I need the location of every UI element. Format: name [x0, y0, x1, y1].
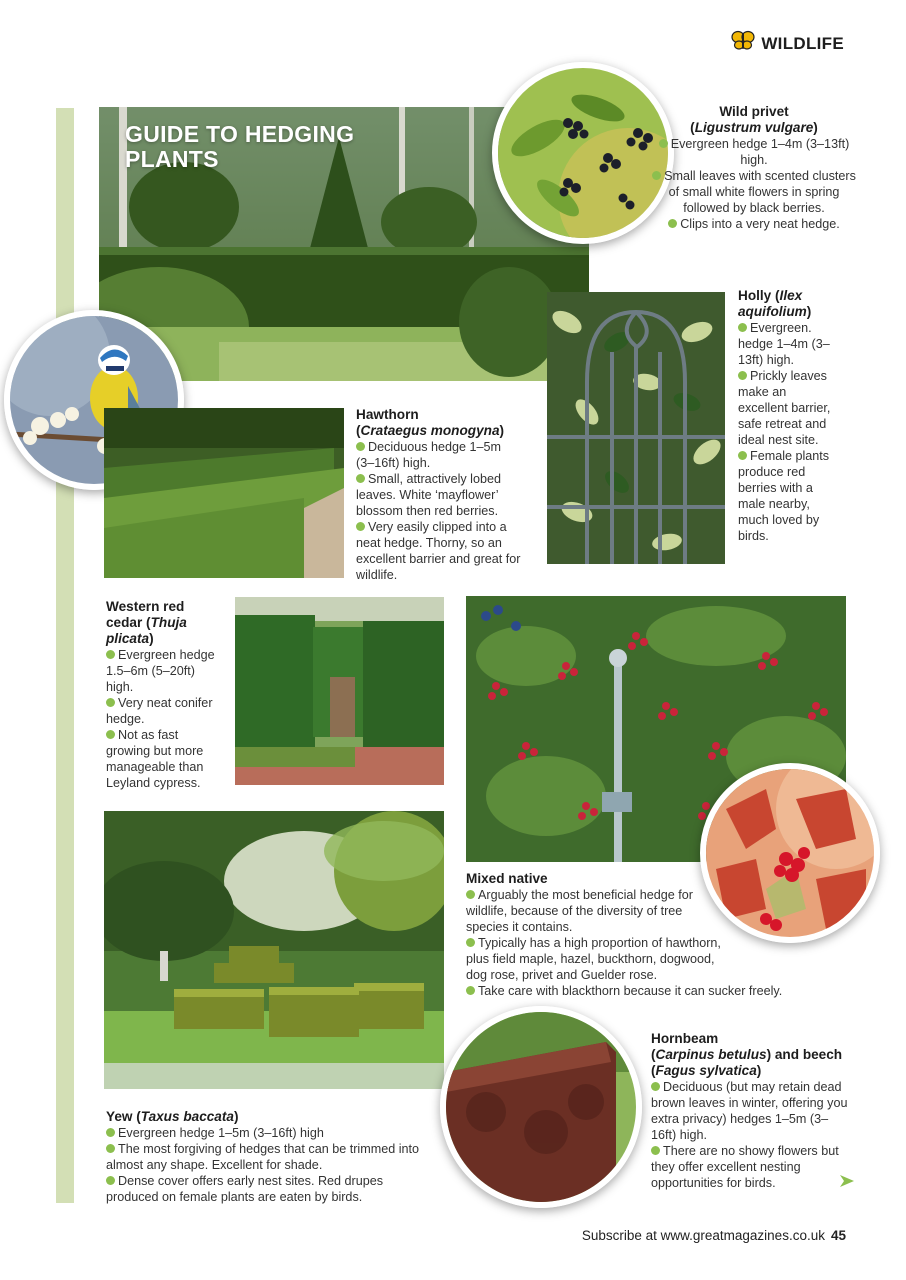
hawthorn-bullet: Deciduous hedge 1–5m (3–16ft) high.	[356, 440, 502, 470]
holly-bullet: Prickly leaves make an excellent barrier, safe retreat and ideal nest site.	[738, 369, 831, 447]
holly-bullet: Evergreen. hedge 1–4m (3–13ft) high.	[738, 321, 830, 367]
holly-bullet: Female plants produce red berries with a male nearby, much loved by birds.	[738, 449, 830, 543]
hornbeam-info	[651, 1031, 851, 1191]
privet-berries-photo	[492, 62, 674, 244]
hawthorn-heading: Hawthorn (Crataegus monogyna)	[356, 407, 505, 438]
yew-bullet: Dense cover offers early nest sites. Red drupes produced on female plants are eaten by birds.	[106, 1174, 384, 1204]
privet-info	[648, 104, 860, 232]
cedar-hedge-photo	[235, 597, 444, 785]
holly-heading: Holly (Ilex aquifolium)	[738, 288, 812, 319]
mixed-native-bullet: Typically has a high proportion of hawthorn, plus field maple, hazel, buckthorn, dogwood, dog rose, privet and Guelder rose.	[466, 936, 721, 982]
yew-bullet: The most forgiving of hedges that can be trimmed into almost any shape. Excellent for shade.	[106, 1142, 420, 1172]
privet-bullet: Small leaves with scented clusters of small white flowers in spring followed by black berries.	[648, 168, 860, 216]
privet-heading: Wild privet (Ligustrum vulgare)	[690, 104, 818, 135]
page-title: GUIDE TO HEDGING PLANTS	[125, 121, 355, 172]
hornbeam-bullet: There are no showy flowers but they offer excellent nesting opportunities for birds.	[651, 1144, 839, 1190]
section-label: WILDLIFE	[761, 33, 844, 53]
beech-hedge-photo	[440, 1006, 642, 1208]
cedar-bullet: Very neat conifer hedge.	[106, 696, 213, 726]
yew-heading: Yew (Taxus baccata)	[106, 1109, 239, 1124]
cedar-bullet: Evergreen hedge 1.5–6m (5–20ft) high.	[106, 648, 215, 694]
mixed-native-bullet: Take care with blackthorn because it can sucker freely.	[466, 983, 811, 999]
holly-gate-photo	[547, 292, 725, 564]
privet-bullet: Evergreen hedge 1–4m (3–13ft) high.	[648, 136, 860, 168]
holly-info	[738, 288, 836, 544]
hawthorn-info	[356, 407, 521, 583]
hornbeam-bullet: Deciduous (but may retain dead brown leaves in winter, offering you extra privacy) hedges 1–5m (3–16ft) high.	[651, 1080, 848, 1142]
cedar-heading: Western red cedar (Thuja plicata)	[106, 599, 187, 646]
mixed-native-heading: Mixed native	[466, 871, 548, 886]
cedar-info	[106, 599, 224, 791]
hornbeam-heading: Hornbeam (Carpinus betulus) and beech (Fagus sylvatica)	[651, 1031, 843, 1078]
next-arrow-icon[interactable]	[840, 1174, 854, 1191]
hawthorn-hedge-photo	[104, 408, 344, 578]
sidebar-accent-bar	[56, 108, 74, 1203]
hawthorn-bullet: Small, attractively lobed leaves. White ‘mayflower’ blossom then red berries.	[356, 472, 501, 518]
privet-bullet: Clips into a very neat hedge.	[648, 216, 860, 232]
cedar-bullet: Not as fast growing but more manageable than Leyland cypress.	[106, 728, 204, 790]
subscribe-link[interactable]: Subscribe at www.greatmagazines.co.uk	[581, 1228, 825, 1243]
section-header	[731, 30, 844, 57]
hawthorn-bullet: Very easily clipped into a neat hedge. Thorny, so an excellent barrier and great for wildlife.	[356, 520, 521, 582]
yew-info	[106, 1109, 436, 1205]
yew-topiary-garden-photo	[104, 811, 444, 1089]
page-number: 45	[830, 1228, 846, 1243]
mixed-native-bullet: Arguably the most beneficial hedge for wildlife, because of the diversity of tree species it contains.	[466, 888, 693, 934]
page-footer	[582, 1228, 846, 1243]
mixed-native-info	[466, 871, 811, 999]
butterfly-icon	[731, 30, 755, 57]
yew-bullet: Evergreen hedge 1–5m (3–16ft) high	[106, 1125, 436, 1141]
